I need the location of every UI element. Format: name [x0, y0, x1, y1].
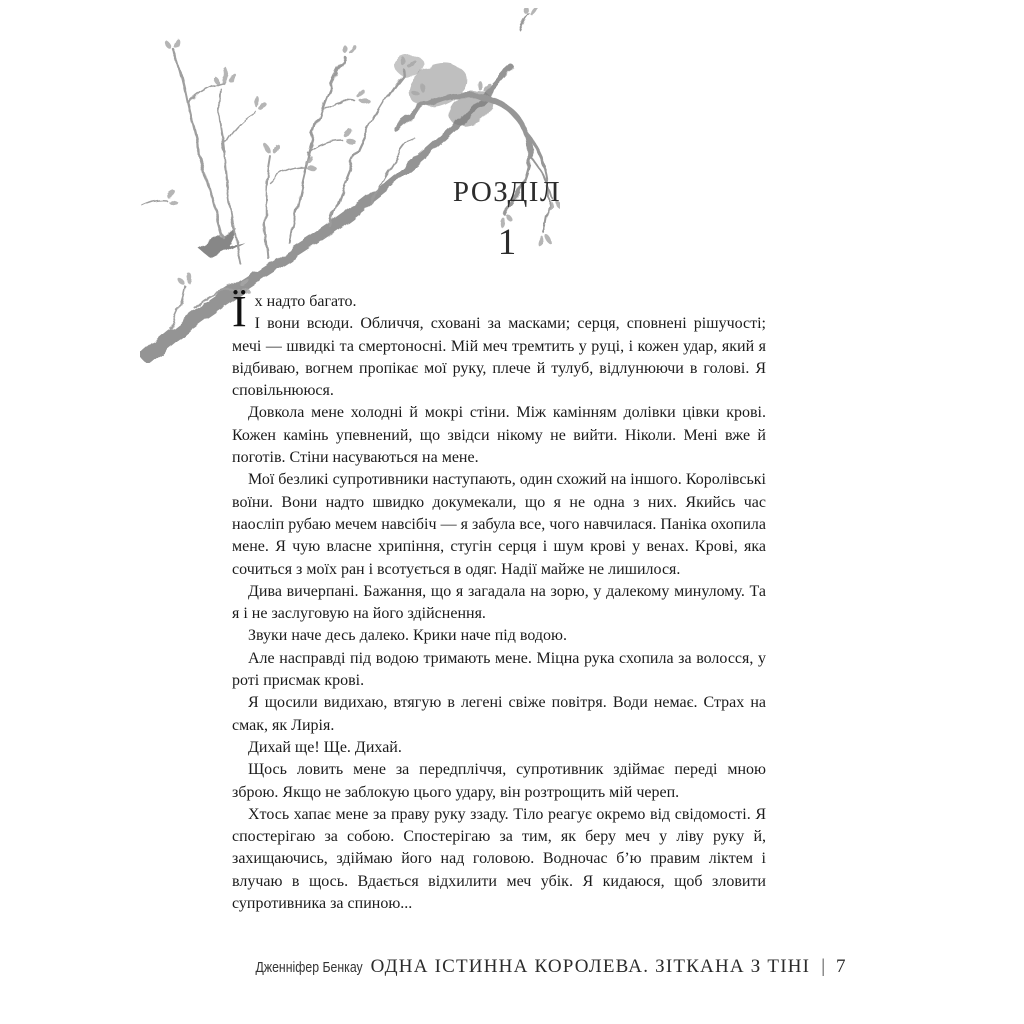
- footer-book-title: ОДНА ІСТИННА КОРОЛЕВА. ЗІТКАНА З ТІНІ: [370, 956, 811, 977]
- body-text: [232, 287, 766, 915]
- chapter-number: 1: [497, 222, 517, 263]
- paragraph: Мої безликі супротивники наступають, один схожий на іншого. Королівські воїни. Вони надто швидко докумекали, що я не одна з них. Якийсь час наосліп рубаю мечем навсібіч — я забула все, чого навчилася. Паніка охопила мене. Я чую власне хрипіння, стугін серця і шум крові у венах. Крові, яка сочиться з моїх ран і всотується в одяг. Надії майже не лишилося.: [232, 471, 766, 578]
- paragraph: Я щосили видихаю, втягую в легені свіже повітря. Води немає. Страх на смак, як Лирія.: [232, 694, 766, 734]
- chapter-label: РОЗДІЛ: [452, 176, 562, 208]
- first-line: х надто багато.: [254, 293, 357, 310]
- paragraph: Дихай ще! Ще. Дихай.: [248, 738, 402, 756]
- left-twigs: [142, 50, 304, 328]
- paragraph: Довкола мене холодні й мокрі стіни. Між камінням долівки цівки крові. Кожен камінь упевнений, що звідси нікому не вийти. Ніколи. Мені вже й поготів. Стіни насуваються на мене.: [232, 404, 766, 467]
- paragraph: Щось ловить мене за передпліччя, супротивник здіймає переді мною зброю. Якщо не заблокую цього удару, він розтрощить мій череп.: [232, 761, 766, 801]
- footer-separator: |: [821, 956, 826, 977]
- paragraph-text: І вони всюди. Обличчя, сховані за масками; серця, сповнені рішучості; мечі — швидкі та смертоносні. Мій меч тремтить у руці, і кожен удар, який я відбиваю, вогнем пропікає мої руку, плече й тулуб, відлунюючи в голові. Я сповільнююся.: [232, 315, 766, 400]
- paragraph: Хтось хапає мене за праву руку ззаду. Тіло реагує окремо від свідомості. Я спостерігаю за собою. Спостерігаю за тим, як беру меч у ліву руку й, захищаючись, здіймаю його над головою. Водночас б’ю правим ліктем і влучаю в щось. Вдається відхилити меч убік. Я кидаюся, щоб зловити супротивника за спиною...: [232, 805, 766, 913]
- footer-author: Дженніфер Бенкау: [255, 959, 363, 976]
- paragraph: Але насправді під водою тримають мене. Міцна рука схопила за волосся, у роті присмак крові.: [232, 649, 766, 690]
- paragraph: Звуки наче десь далеко. Крики наче під водою.: [248, 627, 567, 645]
- paragraph: Дива вичерпані. Бажання, що я загадала на зорю, у далекому минулому. Та я і не заслуговую на його здійснення.: [232, 582, 766, 623]
- paragraph-first: [232, 287, 766, 402]
- footer-page-number: 7: [836, 956, 846, 977]
- running-footer: [232, 956, 846, 978]
- dropcap: Ї: [232, 287, 247, 336]
